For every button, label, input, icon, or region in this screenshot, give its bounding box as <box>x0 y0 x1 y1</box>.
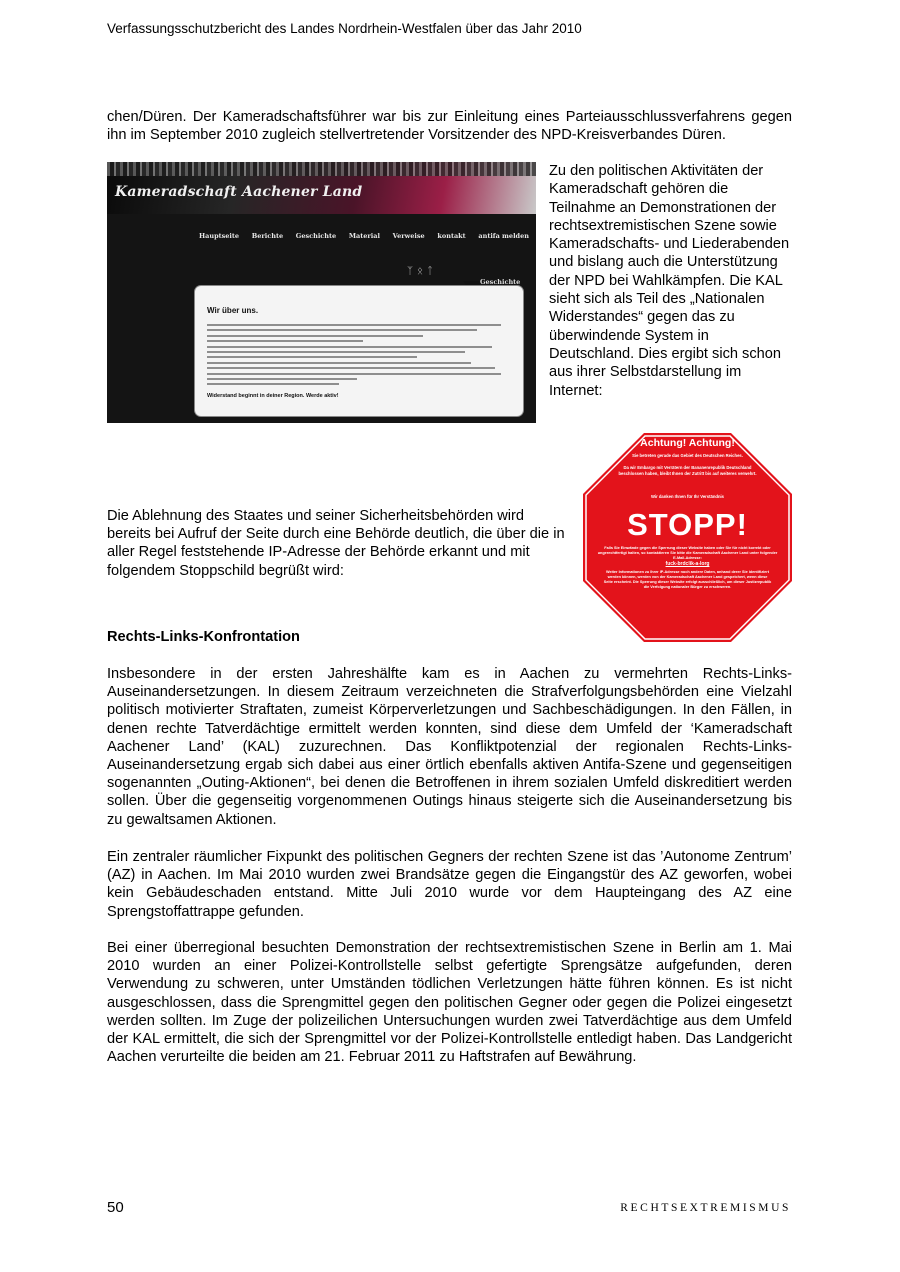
body-paragraph-1: Insbesondere in der ersten Jahreshälfte kam es in Aachen zu vermehrten Rechts-Links-Auseinandersetzungen. In diesem Zeitraum verzeichneten die Strafverfolgungsbehörden eine Vielzahl politisch motivierter Straftaten, zumeist Körperverletzungen und Sachbeschädigungen. In den Fällen, in denen rechte Tatverdächtige ermittelt werden konnten, sind diese dem Umfeld der ‘Kameradschaft Aachener Land’ (KAL) zuzurechnen. Das Konfliktpotenzial der regionalen Rechts-Links-Auseinandersetzung ergab sich dabei aus einer örtlich ebenfalls aktiven Antifa-Szene und gegenseitigen sogenannten „Outing-Aktionen“, bei denen die Betroffenen in ihrem sozialen Umfeld diskreditiert werden sollen. Über die gegenseitig vorgenommenen Outings hinaus steigerte sich die Auseinandersetzung bis zu gewaltsamen Aktionen. <box>107 666 792 828</box>
body-paragraph-3: Bei einer überregional besuchten Demonstration der rechtsextremistischen Szene in Berlin am 1. Mai 2010 wurden an einer Polizei-Kontrollstelle selbst gefertigte Sprengsätze aufgefunden, deren Verwendung zu schweren, unter Umständen tödlichen Verletzungen hätte führen können. Es ist nicht ausgeschlossen, dass die Sprengmittel gegen den politischen Gegner oder gegen die Polizei eingesetzt werden sollten. Im Zuge der polizeilichen Untersuchungen wurden zwei Tatverdächtige aus dem Umfeld der KAL ermittelt, die sich der Sprengmittel vor der Polizei-Kontrollstelle entledigt haben. Das Landgericht Aachen verurteilte die beiden am 21. Februar 2011 zu Haftstrafen auf Bewährung. <box>107 940 792 1066</box>
screenshot-nav-item: Geschichte <box>295 232 337 240</box>
screenshot-side-link: Geschichte <box>480 278 521 286</box>
screenshot-nav-item: Verweise <box>392 232 425 240</box>
stop-heading: Achtung! Achtung! <box>640 437 735 449</box>
screenshot-nav <box>199 232 529 240</box>
section-heading: Rechts-Links-Konfrontation <box>107 629 300 645</box>
screenshot-nav-item: Hauptseite <box>199 232 240 240</box>
stop-line-3: Wir danken Ihnen für Ihr Verständnis <box>650 494 725 499</box>
footer-section-label: RECHTSEXTREMISMUS <box>620 1202 791 1214</box>
screenshot-nav-item: kontakt <box>437 232 466 240</box>
stop-line-2: Da wir Embargo mit Verrätern der Bananenrepublik Deutschland beschlossen haben, bleibt Ihnen der Zutritt bis auf weiteres verwehrt. <box>618 465 757 476</box>
stop-paragraph: Die Ablehnung des Staates und seiner Sicherheitsbehörden wird bereits bei Aufruf der Seite durch eine Behörde deutlich, die über die in aller Regel feststehende IP-Adresse der Behörde erkannt und mit folgendem Stoppschild begrüßt wird: <box>107 508 565 579</box>
screenshot-nav-item: Material <box>348 232 380 240</box>
screenshot-about-text-lines <box>207 324 507 389</box>
side-paragraph: Zu den politischen Aktivitäten der Kameradschaft gehören die Teilnahme an Demonstrationen der rechtsextremistischen Szene sowie Kameradschafts- und Liederabenden und bislang auch die Unterstützung der NPD bei Wahlkämpfen. Die KAL sieht sich als Teil des „Nationalen Widerstandes“ gegen das zu überwindende System in Deutschland. Dies ergibt sich schon aus ihrer Selbstdarstellung im Internet: <box>549 163 790 399</box>
intro-paragraph: chen/Düren. Der Kameradschaftsführer war bis zur Einleitung eines Parteiausschlussverfahrens gegen ihn im September 2010 zugleich stellvertretender Vorsitzender des NPD-Kreisverbandes Düren. <box>107 109 792 144</box>
stop-line-4: Falls Sie Einwände gegen die Sperrung dieser Website haben oder Sie für nicht korrekt oder ungerechtfertigt halten, so kontaktieren Sie bitte die Kameradschaft Aachener Land unter folgender E-Mail-Adresse: <box>597 546 778 560</box>
screenshot-crowd-strip <box>107 162 536 176</box>
stop-line-1: Sie betreten gerade das Gebiet des Deutschen Reiches. <box>632 453 743 458</box>
stop-sign-image <box>583 433 792 642</box>
screenshot-nav-item: Berichte <box>251 232 284 240</box>
page-header: Verfassungsschutzbericht des Landes Nordrhein-Westfalen über das Jahr 2010 <box>107 21 582 36</box>
screenshot-logo: Kameradschaft Aachener Land <box>115 184 363 200</box>
screenshot-about-box <box>195 286 523 416</box>
screenshot-rune-icons: ᛉᛟᛏ <box>407 266 437 277</box>
stop-line-5: Weiter Informationen zu Ihrer IP-Adresse noch andere Daten, anhand derer Sie identifiziert werden können, werden von der Kameradschaft Aachener Land gespeichert, wenn diese Seite erscheint. Die Sperrung dieser Website erfolgt ausschließlich, um dieser Justizrepublik die Verfolgung nationaler Bürger zu erschweren. <box>603 570 772 589</box>
page-number: 50 <box>107 1199 124 1216</box>
screenshot-nav-item: antifa melden <box>478 232 529 240</box>
screenshot-about-motto: Widerstand beginnt in deiner Region. Werde aktiv! <box>207 393 339 399</box>
screenshot-about-title: Wir über uns. <box>207 306 259 315</box>
stop-email: fuck-brdclik-a-lorg <box>665 561 710 567</box>
stop-big-text: STOPP! <box>627 507 748 542</box>
website-screenshot <box>107 162 536 423</box>
body-paragraph-2: Ein zentraler räumlicher Fixpunkt des politischen Gegners der rechten Szene ist das ’Autonome Zentrum’ (AZ) in Aachen. Im Mai 2010 wurden zwei Brandsätze gegen die Eingangstür des AZ geworfen, wobei kein Gebäudeschaden entstand. Mitte Juli 2010 wurde vor dem Haupteingang des AZ eine Sprengstoffattrappe gefunden. <box>107 849 792 920</box>
